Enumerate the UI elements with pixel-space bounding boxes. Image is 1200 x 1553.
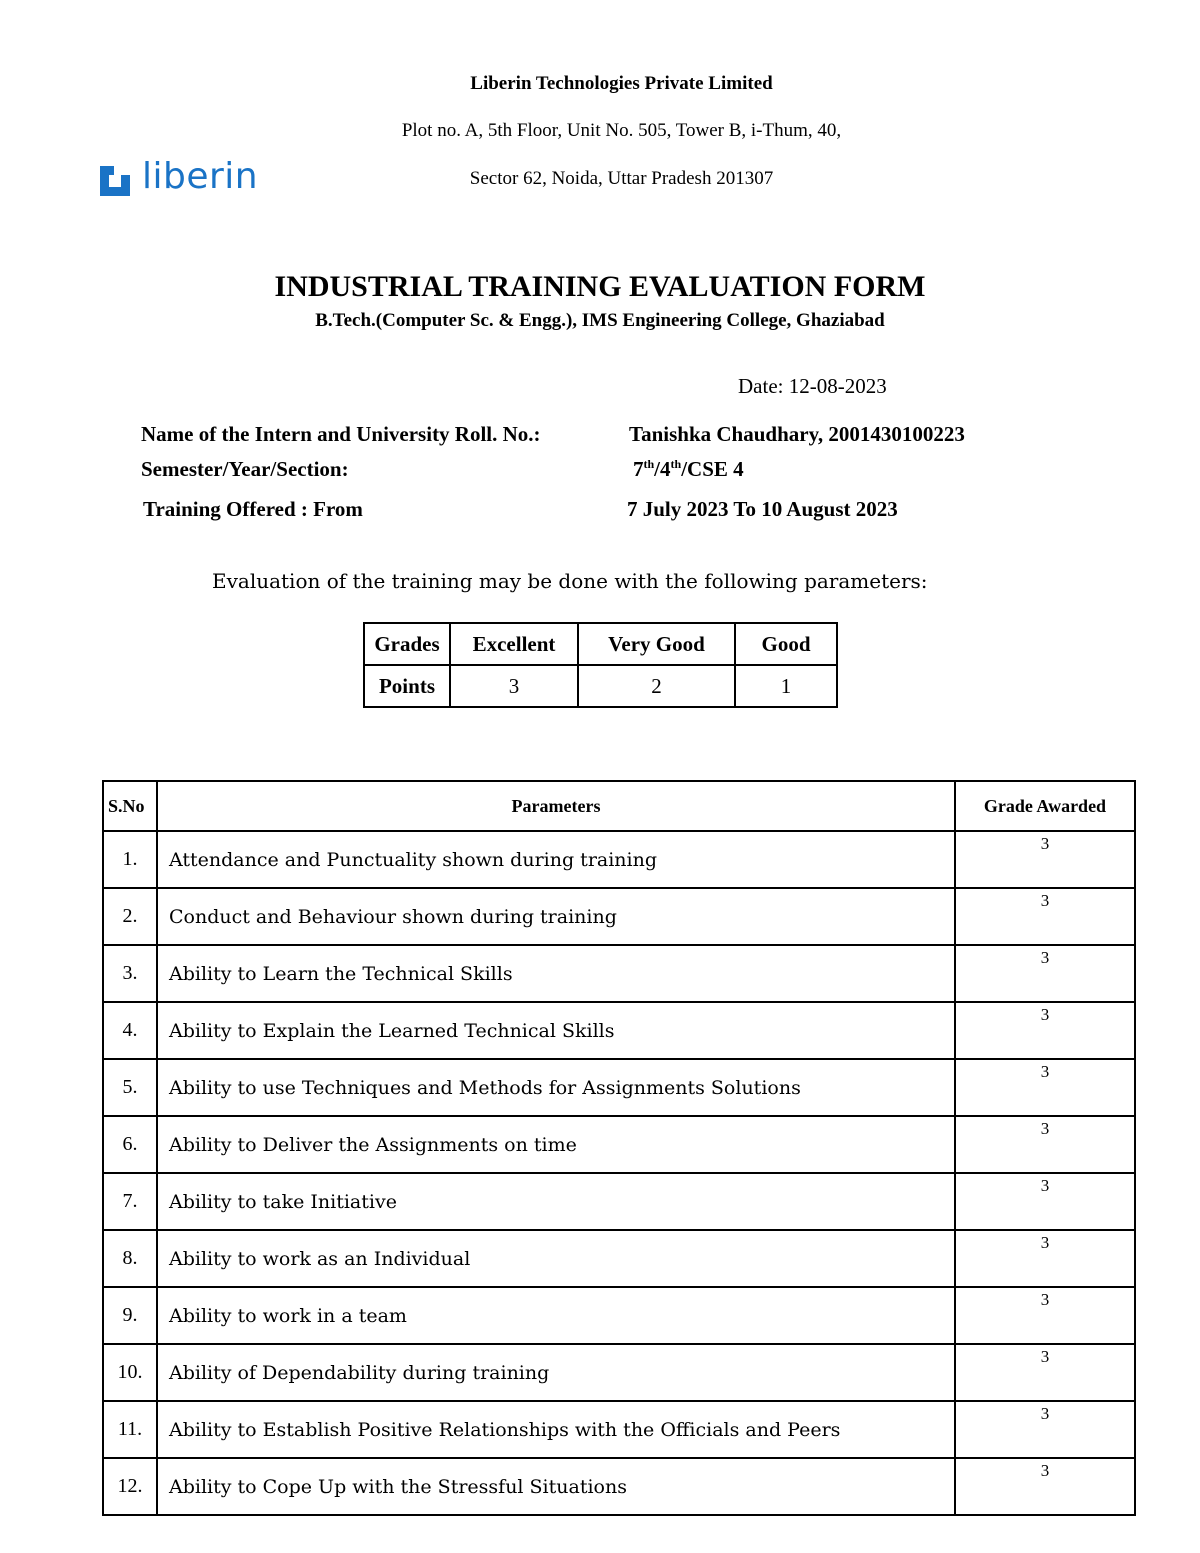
- evaluation-intro: Evaluation of the training may be done with the following parameters:: [212, 569, 928, 593]
- row-parameter: Ability to use Techniques and Methods for Assignments Solutions: [157, 1059, 955, 1116]
- table-row: [103, 888, 1135, 945]
- grade-excellent: Excellent: [450, 623, 578, 665]
- grade-very-good: Very Good: [578, 623, 735, 665]
- table-row: [103, 1059, 1135, 1116]
- form-date: Date: 12-08-2023: [738, 374, 887, 398]
- table-row: [103, 945, 1135, 1002]
- row-sno: 9.: [103, 1287, 157, 1344]
- semester-label: Semester/Year/Section:: [141, 457, 349, 481]
- row-parameter: Attendance and Punctuality shown during training: [157, 831, 955, 888]
- row-grade-awarded: 3: [955, 1458, 1135, 1515]
- intern-name-label: Name of the Intern and University Roll. No.:: [141, 422, 541, 446]
- row-sno: 11.: [103, 1401, 157, 1458]
- company-address-line1: Plot no. A, 5th Floor, Unit No. 505, Tower B, i-Thum, 40,: [401, 120, 842, 141]
- company-logo: [100, 156, 270, 198]
- points-row: [364, 665, 837, 707]
- table-row: [103, 1344, 1135, 1401]
- row-parameter: Ability to Deliver the Assignments on time: [157, 1116, 955, 1173]
- row-sno: 10.: [103, 1344, 157, 1401]
- row-sno: 3.: [103, 945, 157, 1002]
- grade-awarded-header: Grade Awarded: [955, 781, 1135, 831]
- row-parameter: Ability to Establish Positive Relationships with the Officials and Peers: [157, 1401, 955, 1458]
- table-row: [103, 1230, 1135, 1287]
- row-grade-awarded: 3: [955, 1287, 1135, 1344]
- row-grade-awarded: 3: [955, 1002, 1135, 1059]
- table-row: [103, 1458, 1135, 1515]
- row-parameter: Ability to Explain the Learned Technical Skills: [157, 1002, 955, 1059]
- row-grade-awarded: 3: [955, 888, 1135, 945]
- row-sno: 4.: [103, 1002, 157, 1059]
- parameters-header: Parameters: [157, 781, 955, 831]
- table-row: [103, 1002, 1135, 1059]
- logo-text: liberin: [142, 156, 259, 197]
- parameters-header-row: [103, 781, 1135, 831]
- training-label: Training Offered : From: [143, 497, 363, 521]
- row-sno: 7.: [103, 1173, 157, 1230]
- training-value: 7 July 2023 To 10 August 2023: [627, 497, 898, 521]
- row-grade-awarded: 3: [955, 1401, 1135, 1458]
- table-row: [103, 1287, 1135, 1344]
- row-parameter: Ability to work in a team: [157, 1287, 955, 1344]
- points-very-good: 2: [578, 665, 735, 707]
- row-grade-awarded: 3: [955, 1059, 1135, 1116]
- form-subtitle: B.Tech.(Computer Sc. & Engg.), IMS Engineering College, Ghaziabad: [315, 310, 885, 331]
- row-sno: 5.: [103, 1059, 157, 1116]
- table-row: [103, 831, 1135, 888]
- grades-row: [364, 623, 837, 665]
- row-parameter: Conduct and Behaviour shown during training: [157, 888, 955, 945]
- grades-label: Grades: [364, 623, 450, 665]
- row-parameter: Ability to work as an Individual: [157, 1230, 955, 1287]
- row-grade-awarded: 3: [955, 831, 1135, 888]
- row-grade-awarded: 3: [955, 1116, 1135, 1173]
- grades-table: [363, 622, 838, 708]
- table-row: [103, 1173, 1135, 1230]
- logo-mark-icon: [100, 166, 130, 196]
- intern-name-value: Tanishka Chaudhary, 2001430100223: [629, 422, 965, 446]
- row-grade-awarded: 3: [955, 1230, 1135, 1287]
- row-sno: 8.: [103, 1230, 157, 1287]
- row-grade-awarded: 3: [955, 945, 1135, 1002]
- row-parameter: Ability to take Initiative: [157, 1173, 955, 1230]
- points-label: Points: [364, 665, 450, 707]
- company-name: Liberin Technologies Private Limited: [470, 73, 773, 94]
- row-sno: 12.: [103, 1458, 157, 1515]
- points-good: 1: [735, 665, 837, 707]
- row-parameter: Ability to Learn the Technical Skills: [157, 945, 955, 1002]
- row-grade-awarded: 3: [955, 1173, 1135, 1230]
- sno-header: S.No: [103, 781, 157, 831]
- parameters-table: [102, 780, 1136, 1516]
- table-row: [103, 1401, 1135, 1458]
- row-parameter: Ability of Dependability during training: [157, 1344, 955, 1401]
- form-title: INDUSTRIAL TRAINING EVALUATION FORM: [274, 270, 926, 303]
- row-sno: 6.: [103, 1116, 157, 1173]
- row-sno: 1.: [103, 831, 157, 888]
- row-parameter: Ability to Cope Up with the Stressful Situations: [157, 1458, 955, 1515]
- semester-value: 7th/4th/CSE 4: [633, 457, 744, 481]
- points-excellent: 3: [450, 665, 578, 707]
- grade-good: Good: [735, 623, 837, 665]
- row-grade-awarded: 3: [955, 1344, 1135, 1401]
- row-sno: 2.: [103, 888, 157, 945]
- company-address-line2: Sector 62, Noida, Uttar Pradesh 201307: [469, 168, 774, 189]
- table-row: [103, 1116, 1135, 1173]
